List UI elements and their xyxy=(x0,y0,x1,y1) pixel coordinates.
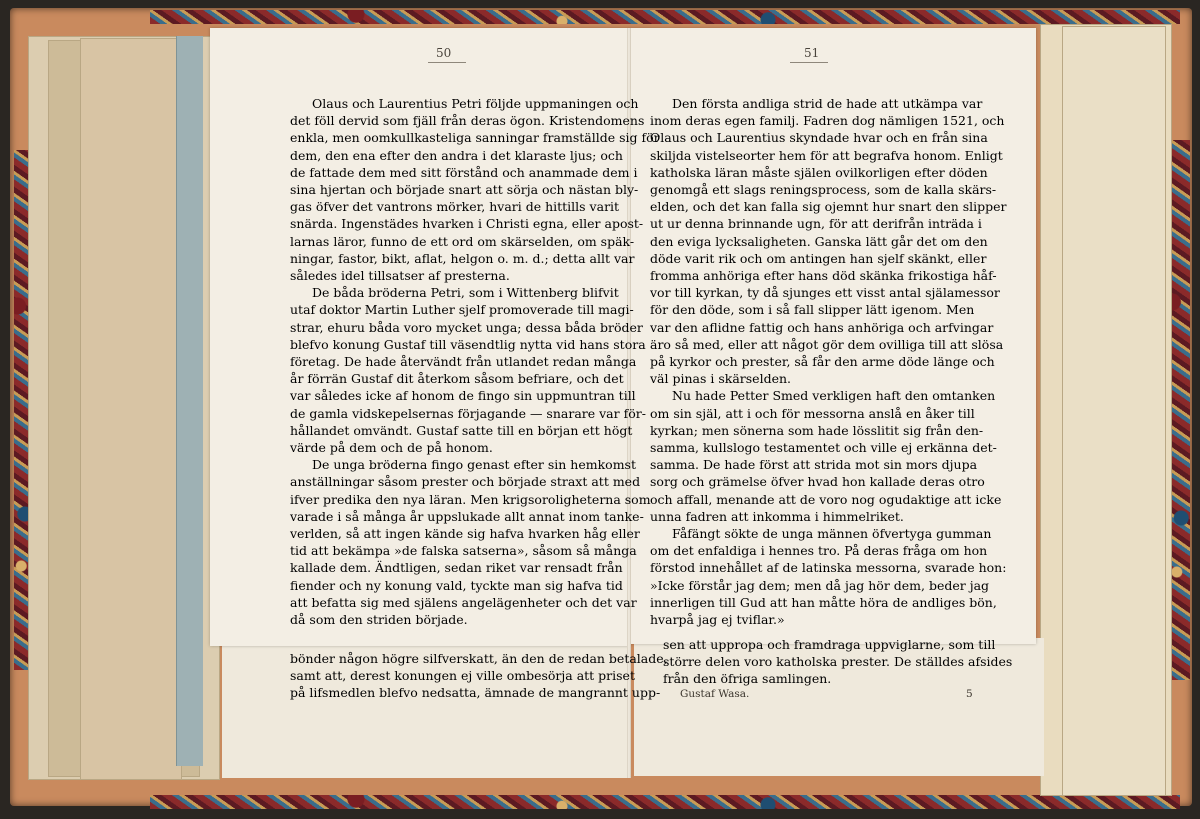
text-line: fromma anhöriga efter hans död skänka frikostiga håf- xyxy=(650,268,997,284)
left-page-stack-folded xyxy=(80,38,182,780)
text-line: kyrkan; men sönerna som hade lösslitit sig från den- xyxy=(650,422,984,438)
text-line: blefvo konung Gustaf till väsendtlig nytta vid hans stora xyxy=(290,336,646,352)
underlying-left-text xyxy=(290,650,668,702)
text-line: anställningar såsom prester och började straxt att med xyxy=(290,474,641,490)
text-line: samt att, derest konungen ej ville ombesörja att priset xyxy=(290,668,635,684)
text-line: om sin själ, att i och för messorna anslå en åker till xyxy=(650,405,975,421)
text-line: värde på dem och de på honom. xyxy=(290,440,493,456)
page-number-left: 50 xyxy=(436,46,452,60)
text-line: företag. De hade återvändt från utlandet redan många xyxy=(290,354,637,370)
text-line: ut ur denna brinnande ugn, för att derifrån inträda i xyxy=(650,216,982,232)
text-line: sina hjertan och började snart att sörja och nästan bly- xyxy=(290,182,639,198)
text-line: verlden, så att ingen kände sig hafva hvarken håg eller xyxy=(290,526,640,542)
text-line: och affall, menande att de voro nog ogudaktige att icke xyxy=(650,491,1002,507)
text-line: den eviga lycksaligheten. Ganska lätt går det om den xyxy=(650,233,988,249)
text-line: ifver predika den nya läran. Men krigsoroligheterna som xyxy=(290,491,651,507)
text-line: unna fadren att inkomma i himmelriket. xyxy=(650,508,904,524)
text-line: från den öfriga samlingen. xyxy=(663,671,832,687)
text-line: bönder någon högre silfverskatt, än den de redan betalade, xyxy=(290,651,668,666)
text-line: katholska läran måste själen ovilkorligen efter döden xyxy=(650,164,988,180)
text-line: »Icke förstår jag dem; men då jag hör dem, beder jag xyxy=(650,577,990,593)
text-line: enkla, men oomkullkasteliga sanningar framställde sig för xyxy=(290,130,660,146)
text-line: fiender och ny konung vald, tyckte man sig hafva tid xyxy=(290,577,623,593)
footer-signature-number: 5 xyxy=(966,688,973,700)
text-line: hållandet omvändt. Gustaf satte till en början ett högt xyxy=(290,422,633,438)
text-line: dem, den ena efter den andra i det klaraste ljus; och xyxy=(290,147,623,163)
text-line: kallade dem. Ändtligen, sedan riket var rensadt från xyxy=(290,560,623,576)
text-line: elden, och det kan falla sig ojemnt hur snart den slipper xyxy=(650,199,1007,215)
blue-paper-insert xyxy=(176,36,203,766)
text-line: döde varit rik och om antingen han sjelf skänkt, eller xyxy=(650,250,987,266)
text-line: Fåfängt sökte de unga männen öfvertyga gumman xyxy=(672,526,992,542)
page-number-rule-left xyxy=(428,62,466,63)
text-line: strar, ehuru båda voro mycket unga; dessa båda bröder xyxy=(290,319,643,335)
page-number-right: 51 xyxy=(804,46,820,60)
text-line: år förrän Gustaf dit återkom såsom befriare, och det xyxy=(290,371,624,387)
text-line: utaf doktor Martin Luther sjelf promoverade till magi- xyxy=(290,302,634,318)
text-line: således idel tillsatser af presterna. xyxy=(290,268,510,284)
text-line: inom deras egen familj. Fadren dog nämligen 1521, och xyxy=(650,113,1005,129)
text-line: varade i så många år uppslukade allt annat inom tanke- xyxy=(290,508,644,524)
text-line: det föll dervid som fjäll från deras ögon. Kristendomens xyxy=(290,113,645,129)
text-line: väl pinas i skärselden. xyxy=(650,371,791,387)
underlying-right-text xyxy=(663,636,1012,688)
text-line: Olaus och Laurentius skyndade hvar och en från sina xyxy=(650,130,988,146)
text-line: samma. De hade först att strida mot sin mors djupa xyxy=(650,457,978,473)
text-line: om det enfaldiga i hennes tro. På deras fråga om hon xyxy=(650,543,988,559)
page-number-rule-right xyxy=(790,62,828,63)
text-line: större delen voro katholska prester. De ställdes afsides xyxy=(663,654,1013,670)
text-line: äro så med, eller att något gör dem ovilliga till att slösa xyxy=(650,336,1004,352)
text-line: förstod innehållet af de latinska messorna, svarade hon: xyxy=(650,560,1007,576)
left-page-text xyxy=(290,95,660,628)
text-line: de fattade dem med sitt förstånd och anammade dem i xyxy=(290,164,638,180)
text-line: ningar, fastor, bikt, aflat, helgon o. m. d.; detta allt var xyxy=(290,250,635,266)
text-line: var den aflidne fattig och hans anhöriga och arfvingar xyxy=(650,319,994,335)
text-line: Nu hade Petter Smed verkligen haft den omtanken xyxy=(672,388,996,404)
text-line: på kyrkor och prester, så får den arme döde länge och xyxy=(650,354,995,370)
text-line: innerligen till Gud att han måtte höra de andliges bön, xyxy=(650,594,997,610)
text-line: De båda bröderna Petri, som i Wittenberg blifvit xyxy=(312,285,619,301)
text-line: Den första andliga strid de hade att utkämpa var xyxy=(672,96,983,111)
text-line: larnas läror, funno de ett ord om skärselden, om späk- xyxy=(290,233,635,249)
text-line: hvarpå jag ej tviflar.» xyxy=(650,612,785,628)
text-line: vor till kyrkan, ty då sjunges ett visst antal själamessor xyxy=(650,285,1000,301)
text-line: tid att bekämpa »de falska satserna», såsom så många xyxy=(290,543,637,559)
marbled-endpaper-top xyxy=(150,10,1180,24)
text-line: då som den striden började. xyxy=(290,612,468,628)
text-line: De unga bröderna fingo genast efter sin hemkomst xyxy=(312,457,636,473)
text-line: sorg och grämelse öfver hvad hon kallade deras otro xyxy=(650,474,985,490)
right-page-text xyxy=(650,95,1007,628)
footer-signature: Gustaf Wasa. xyxy=(680,688,750,700)
text-line: genomgå ett slags reningsprocess, som de kalla skärs- xyxy=(650,182,997,198)
text-line: Olaus och Laurentius Petri följde uppmaningen och xyxy=(312,96,639,111)
text-line: de gamla vidskepelsernas förjagande — snarare var för- xyxy=(290,405,646,421)
text-line: snärda. Ingenstädes hvarken i Christi egna, eller apost- xyxy=(290,216,644,232)
text-line: samma, kullslogo testamentet och ville ej erkänna det- xyxy=(650,440,997,456)
text-line: att befatta sig med själens angelägenheter och det var xyxy=(290,594,637,610)
text-line: skiljda vistelseorter hem för att begrafva honom. Enligt xyxy=(650,147,1003,163)
text-line: sen att uppropa och framdraga uppviglarne, som till xyxy=(663,637,996,652)
text-line: för den döde, som i så fall slipper lätt igenom. Men xyxy=(650,302,975,318)
right-page-stack-inner xyxy=(1062,26,1166,796)
text-line: gas öfver det vantrons mörker, hvari de hittills varit xyxy=(290,199,620,215)
text-line: på lifsmedlen blefvo nedsatta, ämnade de mangrannt upp- xyxy=(290,685,661,701)
marbled-endpaper-bottom xyxy=(150,795,1180,809)
text-line: var således icke af honom de fingo sin uppmuntran till xyxy=(290,388,636,404)
